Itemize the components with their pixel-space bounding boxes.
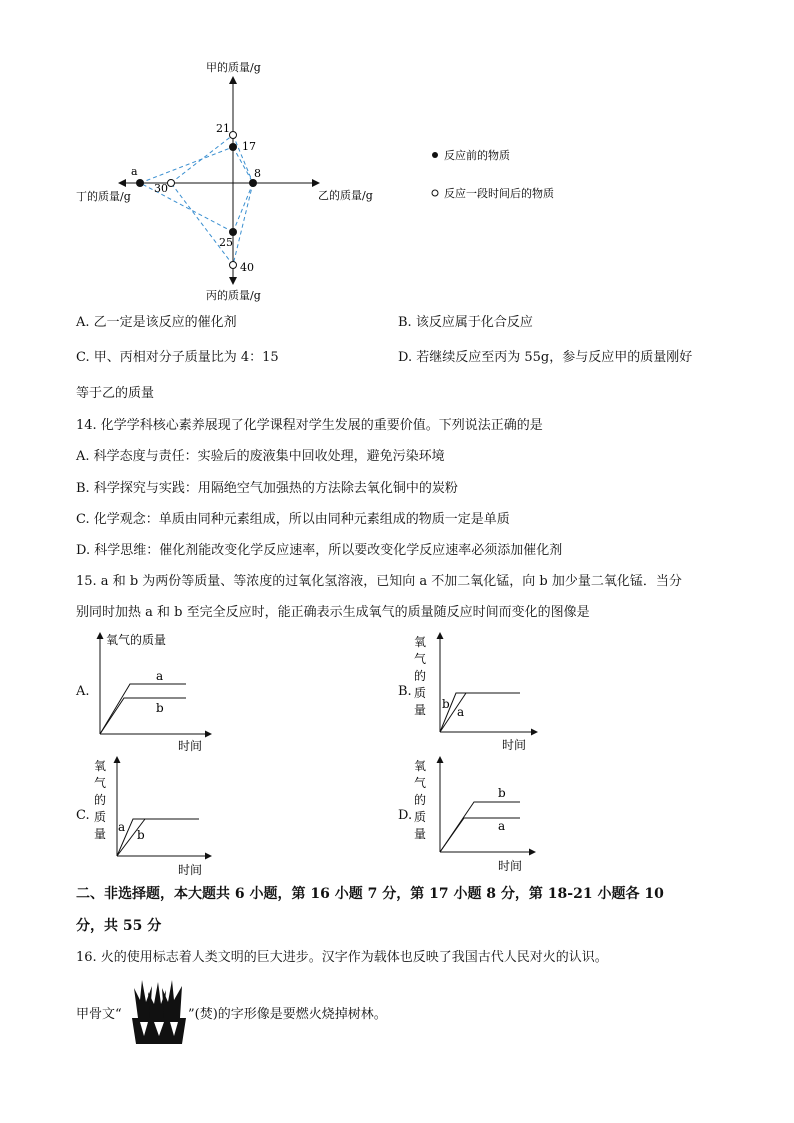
- curve-b: [100, 698, 186, 734]
- q14-option-b: B. 科学探究与实践：用隔绝空气加强热的方法除去氧化铜中的炭粉: [76, 481, 458, 496]
- point-jia-before: [229, 143, 237, 151]
- graph-c-ylabel-4: 质: [94, 810, 107, 824]
- graph-a-xlabel: 时间: [178, 739, 203, 753]
- q14-stem: 14. 化学学科核心素养展现了化学课程对学生发展的重要价值。下列说法正确的是: [76, 418, 543, 433]
- legend-after-text: 反应一段时间后的物质: [444, 187, 554, 200]
- graph-d-xlabel: 时间: [498, 859, 523, 873]
- value-ding-before: a: [131, 165, 138, 178]
- graph-d: [412, 750, 542, 878]
- q14-option-d: D. 科学思维：催化剂能改变化学反应速率，所以要改变化学反应速率必须添加催化剂: [76, 543, 563, 558]
- graph-a-curve-label-top: a: [156, 669, 164, 683]
- label-jia-axis: 甲的质量/g: [206, 61, 261, 74]
- q16-suffix: ”(焚)的字形像是要燃火烧掉树林。: [188, 1007, 387, 1022]
- graph-d-curve-label-bottom: a: [498, 819, 506, 833]
- point-ding-after: [168, 180, 175, 187]
- q16-stem: 16. 火的使用标志着人类文明的巨大进步。汉字作为载体也反映了我国古代人民对火的认识。: [76, 950, 608, 965]
- graph-d-ylabel-1: 氧: [414, 759, 427, 773]
- curve-a: [100, 684, 186, 734]
- graph-c-ylabel-2: 气: [94, 776, 107, 790]
- graph-d-ylabel-5: 量: [414, 827, 427, 841]
- curve-a: [440, 818, 520, 852]
- graph-d-ylabel-2: 气: [414, 776, 427, 790]
- graph-c-curve-label-1: a: [118, 820, 126, 834]
- label-bing-axis: 丙的质量/g: [206, 289, 261, 302]
- graph-b-ylabel-4: 质: [414, 686, 427, 700]
- q16-prefix: 甲骨文“: [76, 1007, 122, 1022]
- graph-c-ylabel-3: 的: [94, 793, 107, 807]
- legend-before-marker: [432, 152, 438, 158]
- curve-a: [117, 819, 199, 856]
- after-polygon: [171, 135, 253, 265]
- curve-b: [440, 693, 520, 732]
- q13-option-a: A. 乙一定是该反应的催化剂: [76, 315, 237, 330]
- section2-heading-line2: 分，共 55 分: [76, 918, 162, 934]
- graph-c-label: C.: [76, 808, 90, 823]
- legend-after-marker: [432, 190, 438, 196]
- value-bing-before: 25: [219, 236, 233, 249]
- graph-a-ylabel: 氧气的质量: [106, 633, 167, 647]
- value-yi: 8: [254, 167, 261, 180]
- point-bing-before: [229, 228, 237, 236]
- graph-d-ylabel-4: 质: [414, 810, 427, 824]
- graph-c: [90, 750, 220, 878]
- graph-c-xlabel: 时间: [178, 863, 203, 877]
- graph-b-ylabel-3: 的: [414, 669, 427, 683]
- q13-option-c: C. 甲、丙相对分子质量比为 4：15: [76, 350, 279, 365]
- q13-option-d: D. 若继续反应至丙为 55g，参与反应甲的质量刚好: [398, 350, 693, 365]
- label-ding-axis: 丁的质量/g: [76, 190, 131, 203]
- value-jia-before: 17: [242, 140, 256, 153]
- graph-d-ylabel-3: 的: [414, 793, 427, 807]
- graph-c-curve-label-2: b: [137, 828, 145, 842]
- value-ding-after: 30: [154, 182, 168, 195]
- value-bing-after: 40: [240, 261, 254, 274]
- graph-b-xlabel: 时间: [502, 738, 527, 752]
- point-jia-after: [230, 132, 237, 139]
- legend-before-text: 反应前的物质: [444, 149, 510, 162]
- graph-b-curve-label-2: a: [457, 705, 465, 719]
- graph-a-label: A.: [76, 684, 90, 699]
- graph-d-curve-label-top: b: [498, 786, 506, 800]
- graph-c-ylabel-1: 氧: [94, 759, 107, 773]
- oracle-bone-fen-glyph: [130, 978, 188, 1048]
- graph-b-ylabel-2: 气: [414, 652, 427, 666]
- section2-heading-line1: 二、非选择题，本大题共 6 小题，第 16 小题 7 分，第 17 小题 8 分，第 18-21 小题各 10: [76, 886, 664, 902]
- curve-b: [440, 802, 520, 852]
- point-bing-after: [230, 262, 237, 269]
- graph-d-label: D.: [398, 808, 413, 823]
- q13-option-b: B. 该反应属于化合反应: [398, 315, 533, 330]
- graph-b-ylabel-5: 量: [414, 703, 427, 717]
- mass-change-diagram: [0, 0, 794, 310]
- graph-b: [412, 628, 542, 756]
- q15-stem-line2: 别同时加热 a 和 b 至完全反应时，能正确表示生成氧气的质量随反应时间而变化的图像是: [76, 605, 590, 620]
- point-ding-before: [136, 179, 144, 187]
- value-jia-after: 21: [216, 122, 230, 135]
- graph-c-ylabel-5: 量: [94, 827, 107, 841]
- q14-option-c: C. 化学观念：单质由同种元素组成，所以由同种元素组成的物质一定是单质: [76, 512, 510, 527]
- q15-stem-line1: 15. a 和 b 为两份等质量、等浓度的过氧化氢溶液，已知向 a 不加二氧化锰，向 b 加少量二氧化锰．当分: [76, 574, 682, 589]
- q14-option-a: A. 科学态度与责任：实验后的废液集中回收处理，避免污染环境: [76, 449, 445, 464]
- graph-a-curve-label-bottom: b: [156, 701, 164, 715]
- graph-b-ylabel-1: 氧: [414, 635, 427, 649]
- graph-a: [90, 628, 220, 756]
- label-yi-axis: 乙的质量/g: [318, 189, 373, 202]
- graph-b-curve-label-1: b: [442, 697, 450, 711]
- q13-option-d-cont: 等于乙的质量: [76, 386, 155, 401]
- point-yi: [249, 179, 257, 187]
- graph-b-label: B.: [398, 684, 412, 699]
